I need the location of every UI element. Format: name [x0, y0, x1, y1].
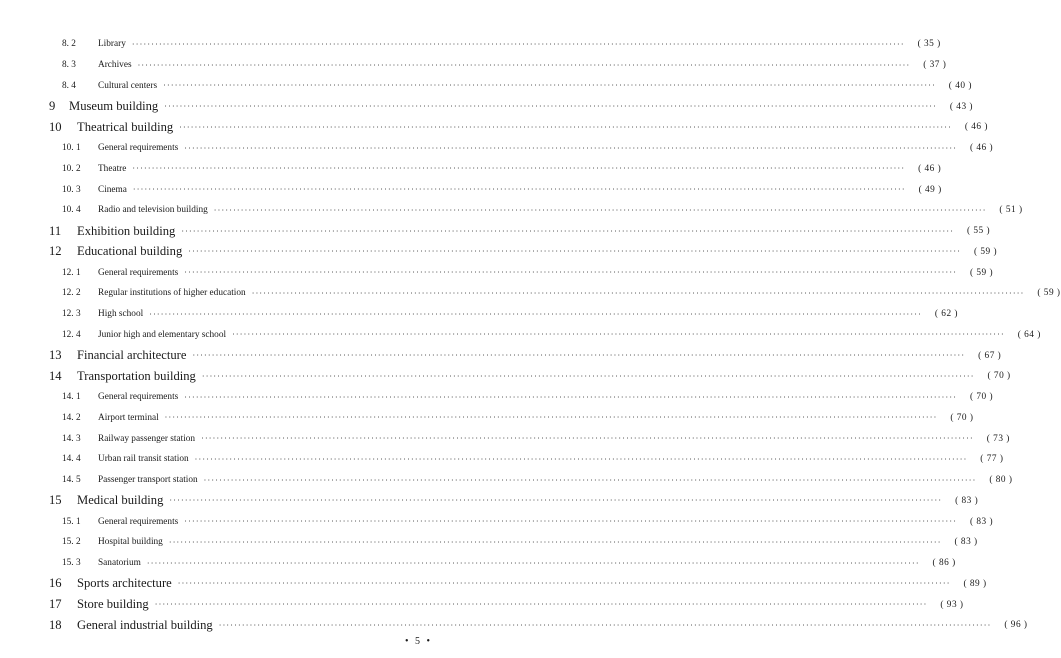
toc-entry-number: 14. 1	[62, 392, 81, 403]
toc-entry-title: High school	[98, 309, 144, 320]
toc-leader-dots: ········································································································································································································	[184, 392, 958, 402]
toc-entry-page: ( 80 )	[989, 475, 1013, 486]
toc-leader-dots: ········································································································································································································	[177, 579, 951, 589]
toc-entry-title: Cultural centers	[98, 80, 158, 91]
toc-entry-number: 12. 4	[62, 329, 81, 340]
toc-chapter-number: 17	[49, 597, 62, 612]
toc-chapter-page: ( 89 )	[963, 578, 987, 589]
toc-entry-page: ( 86 )	[932, 558, 956, 569]
toc-entry[interactable]	[0, 283, 1061, 304]
toc-entry-page: ( 37 )	[923, 60, 947, 71]
page-number: • 5 •	[404, 636, 432, 647]
toc-entry-number: 15. 2	[62, 537, 81, 548]
toc-chapter[interactable]	[0, 242, 998, 263]
toc-entry-number: 15. 3	[62, 558, 81, 569]
toc-leader-dots: ········································································································································································································	[163, 81, 936, 91]
toc-chapter-page: ( 59 )	[973, 246, 998, 257]
toc-chapter-title: Financial architecture	[77, 348, 187, 363]
toc-leader-dots: ········································································································································································································	[179, 122, 952, 132]
toc-leader-dots: ········································································································································································································	[132, 185, 906, 195]
toc-entry[interactable]	[0, 304, 959, 325]
toc-entry-title: General requirements	[98, 392, 179, 403]
toc-entry-number: 14. 3	[62, 433, 81, 444]
toc-entry-number: 14. 5	[62, 475, 81, 486]
toc-entry-title: Radio and television building	[98, 205, 208, 216]
toc-entry[interactable]	[0, 511, 994, 532]
toc-entry[interactable]	[0, 408, 974, 429]
toc-chapter-number: 15	[49, 493, 62, 508]
toc-leader-dots: ········································································································································································································	[194, 454, 968, 464]
toc-chapter-page: ( 43 )	[949, 101, 974, 112]
toc-entry[interactable]	[0, 34, 941, 55]
toc-chapter[interactable]	[0, 594, 964, 615]
table-of-contents	[0, 34, 1061, 636]
toc-entry-page: ( 59 )	[1037, 288, 1061, 299]
toc-leader-dots: ········································································································································································································	[154, 600, 928, 610]
toc-leader-dots: ········································································································································································································	[251, 288, 1025, 298]
toc-chapter[interactable]	[0, 615, 1028, 636]
toc-chapter-number: 13	[49, 348, 62, 363]
toc-chapter-page: ( 96 )	[1004, 620, 1028, 631]
toc-leader-dots: ········································································································································································································	[146, 558, 920, 568]
toc-chapter-title: Exhibition building	[77, 223, 176, 238]
toc-chapter[interactable]	[0, 366, 1011, 387]
toc-leader-dots: ········································································································································································································	[181, 226, 955, 236]
toc-leader-dots: ········································································································································································································	[168, 537, 942, 547]
toc-entry-page: ( 83 )	[954, 537, 978, 548]
toc-leader-dots: ········································································································································································································	[201, 371, 975, 381]
toc-entry-title: General requirements	[98, 143, 179, 154]
toc-chapter-title: Store building	[77, 597, 149, 612]
toc-entry-title: Archives	[98, 60, 132, 71]
toc-chapter-number: 18	[49, 617, 62, 632]
toc-entry-number: 12. 1	[62, 267, 81, 278]
toc-entry-page: ( 70 )	[969, 392, 994, 403]
toc-entry-page: ( 62 )	[934, 309, 959, 320]
toc-entry-title: Cinema	[98, 184, 127, 195]
toc-chapter-page: ( 83 )	[955, 495, 979, 506]
toc-entry-title: Hospital building	[98, 537, 163, 548]
toc-entry-title: Regular institutions of higher education	[98, 288, 246, 299]
toc-leader-dots: ········································································································································································································	[188, 247, 962, 257]
toc-entry-title: Passenger transport station	[98, 475, 198, 486]
toc-entry-number: 10. 1	[62, 143, 81, 154]
toc-entry-number: 12. 2	[62, 288, 81, 299]
toc-leader-dots: ········································································································································································································	[203, 475, 977, 485]
toc-entry-title: General requirements	[98, 267, 179, 278]
toc-entry[interactable]	[0, 138, 994, 159]
toc-chapter-title: General industrial building	[77, 617, 213, 632]
toc-entry-number: 14. 4	[62, 454, 81, 465]
toc-entry-page: ( 49 )	[918, 184, 942, 195]
toc-entry[interactable]	[0, 179, 942, 200]
toc-entry-number: 10. 3	[62, 184, 81, 195]
toc-leader-dots: ········································································································································································································	[169, 496, 943, 506]
toc-entry-title: Urban rail transit station	[98, 454, 189, 465]
toc-entry-number: 8. 3	[62, 60, 76, 71]
toc-chapter-number: 11	[49, 223, 62, 238]
toc-entry-title: Library	[98, 39, 126, 50]
toc-entry-page: ( 73 )	[986, 433, 1010, 444]
toc-leader-dots: ········································································································································································································	[201, 434, 974, 444]
toc-entry-page: ( 40 )	[948, 80, 972, 91]
toc-leader-dots: ········································································································································································································	[137, 60, 911, 70]
toc-chapter-title: Transportation building	[77, 368, 196, 383]
toc-entry-number: 12. 3	[62, 309, 81, 320]
toc-entry[interactable]	[0, 428, 1010, 449]
toc-entry[interactable]	[0, 387, 994, 408]
toc-entry-title: General requirements	[98, 516, 179, 527]
toc-chapter-title: Museum building	[69, 99, 159, 114]
toc-chapter[interactable]	[0, 491, 979, 512]
toc-leader-dots: ········································································································································································································	[184, 268, 958, 278]
toc-entry[interactable]	[0, 532, 978, 553]
toc-entry[interactable]	[0, 325, 1041, 346]
toc-entry[interactable]	[0, 55, 947, 76]
toc-leader-dots: ········································································································································································································	[192, 351, 966, 361]
toc-chapter-title: Medical building	[77, 493, 164, 508]
toc-chapter-page: ( 67 )	[978, 350, 1002, 361]
toc-entry-title: Railway passenger station	[98, 433, 196, 444]
toc-entry[interactable]	[0, 262, 994, 283]
toc-entry-page: ( 51 )	[999, 205, 1023, 216]
toc-entry[interactable]	[0, 76, 972, 97]
toc-entry-number: 8. 4	[62, 80, 76, 91]
toc-chapter[interactable]	[0, 574, 987, 595]
toc-entry[interactable]	[0, 200, 1023, 221]
toc-entry-page: ( 46 )	[969, 143, 994, 154]
toc-chapter[interactable]	[0, 221, 991, 242]
toc-leader-dots: ········································································································································································································	[232, 330, 1005, 340]
toc-leader-dots: ········································································································································································································	[164, 102, 938, 112]
toc-chapter-page: ( 46 )	[964, 122, 988, 133]
toc-entry[interactable]	[0, 449, 1004, 470]
toc-entry-page: ( 59 )	[969, 267, 994, 278]
toc-entry-page: ( 77 )	[980, 454, 1004, 465]
toc-leader-dots: ········································································································································································································	[184, 517, 958, 527]
toc-entry-number: 8. 2	[62, 39, 76, 50]
toc-entry-page: ( 35 )	[917, 39, 941, 50]
toc-entry-number: 14. 2	[62, 412, 81, 423]
toc-chapter-title: Sports architecture	[77, 576, 172, 591]
toc-entry[interactable]	[0, 470, 1013, 491]
toc-chapter-page: ( 70 )	[987, 371, 1011, 382]
toc-leader-dots: ········································································································································································································	[132, 164, 906, 174]
toc-entry-title: Junior high and elementary school	[98, 329, 227, 340]
toc-chapter[interactable]	[0, 96, 974, 117]
toc-chapter[interactable]	[0, 117, 988, 138]
toc-leader-dots: ········································································································································································································	[218, 620, 992, 630]
toc-entry-title: Sanatorium	[98, 558, 141, 569]
toc-entry-page: ( 70 )	[950, 412, 974, 423]
toc-chapter-number: 16	[49, 576, 62, 591]
toc-chapter-number: 10	[49, 119, 62, 134]
toc-leader-dots: ········································································································································································································	[213, 205, 987, 215]
toc-chapter-title: Theatrical building	[77, 119, 174, 134]
toc-chapter[interactable]	[0, 345, 1002, 366]
toc-entry-number: 10. 4	[62, 205, 81, 216]
toc-entry-page: ( 46 )	[918, 163, 942, 174]
toc-leader-dots: ········································································································································································································	[149, 309, 923, 319]
toc-entry-page: ( 64 )	[1017, 329, 1041, 340]
toc-entry[interactable]	[0, 159, 942, 180]
toc-chapter-title: Educational building	[77, 244, 183, 259]
toc-chapter-number: 9	[49, 99, 56, 114]
toc-entry-title: Airport terminal	[98, 412, 159, 423]
toc-entry[interactable]	[0, 553, 956, 574]
toc-leader-dots: ········································································································································································································	[184, 143, 958, 153]
toc-chapter-page: ( 55 )	[966, 226, 991, 237]
toc-leader-dots: ········································································································································································································	[131, 39, 905, 49]
toc-entry-number: 15. 1	[62, 516, 81, 527]
toc-entry-page: ( 83 )	[969, 516, 994, 527]
toc-chapter-page: ( 93 )	[940, 599, 964, 610]
toc-chapter-number: 14	[49, 368, 62, 383]
toc-entry-number: 10. 2	[62, 163, 81, 174]
toc-chapter-number: 12	[49, 244, 62, 259]
toc-entry-title: Theatre	[98, 163, 127, 174]
toc-leader-dots: ········································································································································································································	[164, 413, 938, 423]
